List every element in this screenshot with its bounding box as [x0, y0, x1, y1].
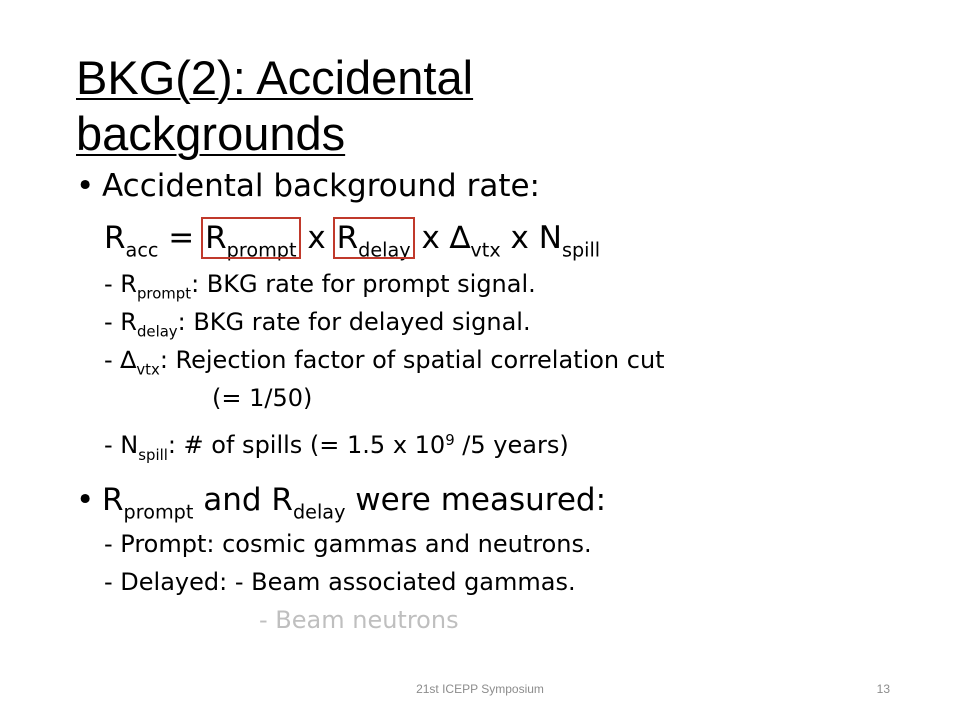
- slide-title-line-1: BKG(2): Accidental: [76, 51, 474, 104]
- r-prompt-highlight-box: $R_{prompt}$: [205, 220, 297, 262]
- footer-symposium: 21st ICEPP Symposium: [416, 682, 544, 696]
- formula-line: $R_{acc} = R_{prompt}$ x $R_{delay}$ x $\Delta_{vtx}$ x $N_{spill}$: [104, 220, 601, 262]
- delayed-beam-neutrons: - Beam neutrons: [259, 606, 459, 634]
- delta-symbol: ∆: [449, 220, 471, 256]
- bullet-dot: •: [76, 168, 95, 204]
- page-number: 13: [876, 682, 890, 696]
- def-r-prompt: - $R_{prompt}$: BKG rate for prompt signal.: [104, 270, 536, 303]
- vtx-value: (= 1/50): [212, 384, 313, 412]
- slide-title-line-2: backgrounds: [76, 107, 346, 160]
- prompt-sources: - Prompt: cosmic gammas and neutrons.: [104, 530, 592, 558]
- def-r-delay: - $R_{delay}$: BKG rate for delayed signal.: [104, 308, 531, 341]
- def-delta-vtx: - $\Delta_{vtx}$: Rejection factor of spatial correlation cut: [104, 346, 665, 379]
- bullet-accidental-rate: [76, 166, 540, 206]
- def-n-spill: - $N_{spill}$: # of spills (= 1.5 x $10^9$ /5 years): [104, 431, 569, 464]
- delayed-sources: - Delayed: - Beam associated gammas.: [104, 568, 576, 596]
- r-delay-highlight-box: $R_{delay}$: [336, 220, 411, 262]
- bullet-dot: •: [76, 482, 95, 518]
- slide-title: [76, 50, 676, 162]
- bullet-heading: Accidental background rate:: [102, 168, 540, 204]
- bullet-measured: • $R_{prompt}$ and $R_{delay}$ were measured:: [76, 482, 607, 524]
